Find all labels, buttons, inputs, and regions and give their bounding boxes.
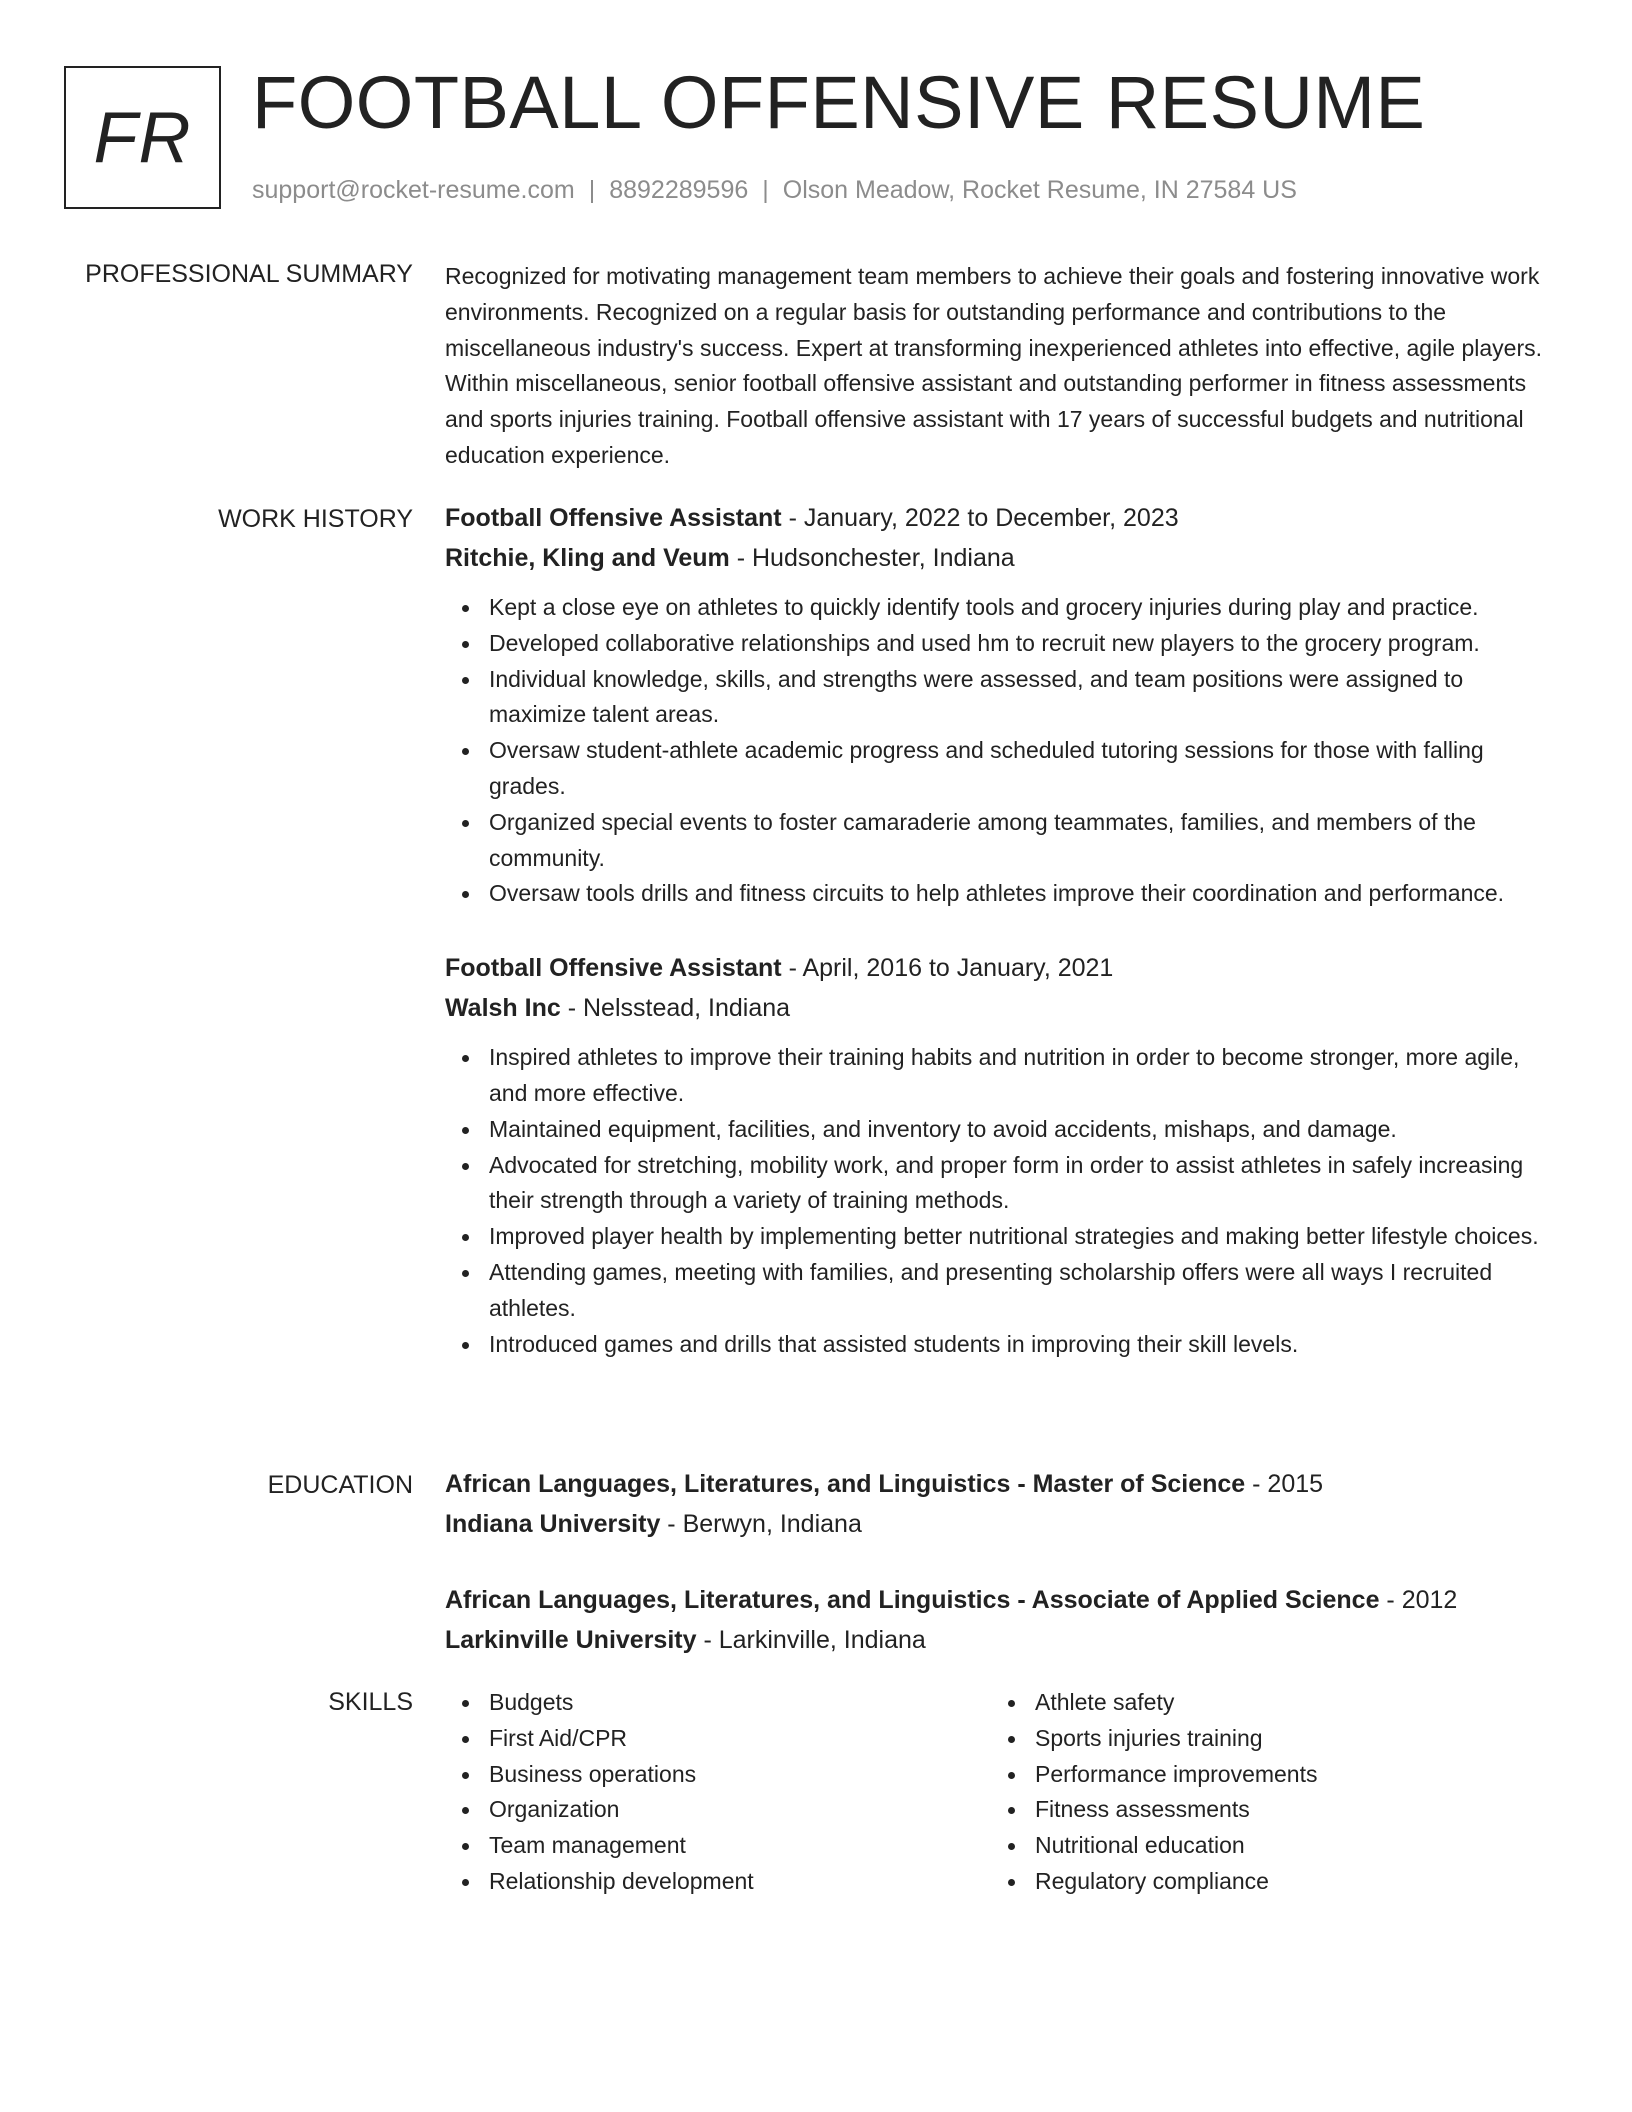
list-item: Attending games, meeting with families, and presenting scholarship offers were all ways I recruited athletes. [445,1255,1560,1327]
contact-email[interactable]: support@rocket-resume.com [252,176,575,204]
contact-separator: | [762,176,769,204]
school-location: - Berwyn, Indiana [660,1510,862,1538]
job-dates: - April, 2016 to January, 2021 [781,954,1114,983]
job-entry [445,948,1560,1362]
job-location: - Nelsstead, Indiana [560,994,791,1023]
job-bullets [445,590,1560,912]
degree-year: - 2012 [1379,1586,1458,1614]
job-dates: - January, 2022 to December, 2023 [781,504,1179,532]
job-company: Ritchie, Kling and Veum [445,544,730,572]
degree-year: - 2015 [1245,1470,1324,1498]
job-title: Football Offensive Assistant [445,954,782,983]
school-location: - Larkinville, Indiana [696,1626,926,1654]
degree-line [445,1464,1560,1504]
skill-item: First Aid/CPR [445,1721,991,1757]
section-heading-education: EDUCATION [267,1471,413,1499]
contact-address: Olson Meadow, Rocket Resume, IN 27584 US [782,176,1297,204]
list-item: Introduced games and drills that assisted students in improving their skill levels. [445,1327,1560,1363]
job-title-line [445,948,1560,988]
list-item: Kept a close eye on athletes to quickly identify tools and grocery injuries during play and practice. [445,590,1560,626]
list-item: Oversaw student-athlete academic progress and scheduled tutoring sessions for those with falling grades. [445,733,1560,805]
school-line [445,1620,1560,1660]
list-item: Maintained equipment, facilities, and inventory to avoid accidents, mishaps, and damage. [445,1112,1560,1148]
skill-item: Sports injuries training [991,1721,1537,1757]
education-entry [445,1580,1560,1660]
monogram-logo: FR [64,66,221,209]
job-title-line [445,498,1560,538]
skills-list-left [445,1685,991,1900]
summary-text: Recognized for motivating management team members to achieve their goals and fostering innovative work environments. Recognized on a regular basis for outstanding performance and contributions to the miscellaneous industry's success. Expert at transforming inexperienced athletes into effective, agile players. Within miscellaneous, senior football offensive assistant and outstanding performer in fitness assessments and sports injuries training. Football offensive assistant with 17 years of successful budgets and nutritional education experience. [445,263,1543,468]
job-bullets [445,1040,1560,1362]
job-location: - Hudsonchester, Indiana [729,544,1015,572]
skill-item: Nutritional education [991,1828,1537,1864]
skills-columns [445,1685,1560,1900]
skill-item: Business operations [445,1757,991,1793]
page-title: FOOTBALL OFFENSIVE RESUME [252,61,1426,144]
list-item: Organized special events to foster camaraderie among teammates, families, and members of the community. [445,805,1560,877]
section-heading-work-history: WORK HISTORY [218,505,413,533]
school: Indiana University [445,1510,661,1538]
list-item: Developed collaborative relationships and used hm to recruit new players to the grocery program. [445,626,1560,662]
degree: African Languages, Literatures, and Linguistics - Master of Science [445,1470,1246,1498]
section-heading-summary: PROFESSIONAL SUMMARY [85,260,413,288]
list-item: Inspired athletes to improve their training habits and nutrition in order to become stronger, more agile, and more effective. [445,1040,1560,1112]
contact-separator: | [588,176,596,204]
section-heading-skills: SKILLS [328,1688,413,1716]
job-company: Walsh Inc [445,994,561,1023]
degree: African Languages, Literatures, and Linguistics - Associate of Applied Science [445,1586,1380,1614]
skill-item: Fitness assessments [991,1792,1537,1828]
job-company-line [445,538,1560,578]
contact-line [252,175,1297,205]
skill-item: Budgets [445,1685,991,1721]
job-title: Football Offensive Assistant [445,504,782,532]
skill-item: Team management [445,1828,991,1864]
list-item: Individual knowledge, skills, and strengths were assessed, and team positions were assigned to maximize talent areas. [445,662,1560,734]
list-item: Advocated for stretching, mobility work, and proper form in order to assist athletes in safely increasing their strength through a variety of training methods. [445,1148,1560,1220]
degree-line [445,1580,1560,1620]
list-item: Improved player health by implementing better nutritional strategies and making better lifestyle choices. [445,1219,1560,1255]
skills-list-right [991,1685,1537,1900]
list-item: Oversaw tools drills and fitness circuits to help athletes improve their coordination and performance. [445,876,1560,912]
skill-item: Relationship development [445,1864,991,1900]
skill-item: Athlete safety [991,1685,1537,1721]
skill-item: Performance improvements [991,1757,1537,1793]
education-entry [445,1464,1560,1544]
skill-item: Organization [445,1792,991,1828]
school: Larkinville University [445,1626,697,1654]
skill-item: Regulatory compliance [991,1864,1537,1900]
contact-phone[interactable]: 8892289596 [609,176,749,204]
job-entry [445,498,1560,912]
school-line [445,1504,1560,1544]
job-company-line [445,988,1560,1028]
